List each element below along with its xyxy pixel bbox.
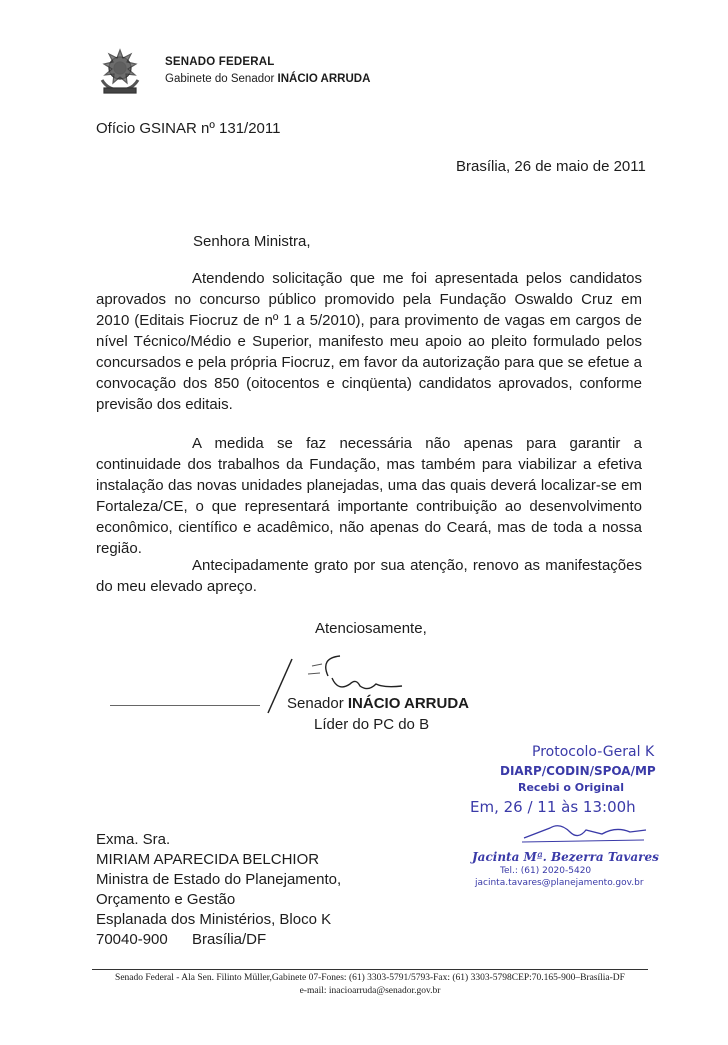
stamp-received: Recebi o Original: [518, 781, 624, 794]
signer-surname: INÁCIO ARRUDA: [347, 695, 469, 712]
addressee-title-2: Orçamento e Gestão: [96, 891, 236, 908]
stamp-email: jacinta.tavares@planejamento.gov.br: [475, 878, 644, 888]
addressee-address: Esplanada dos Ministérios, Bloco K: [96, 911, 332, 928]
salutation: Senhora Ministra,: [193, 233, 311, 250]
paragraph-1: [96, 268, 642, 415]
footer-email: e-mail: inacioarruda@senador.gov.br: [299, 986, 441, 996]
addressee-cep: 70040-900: [96, 931, 168, 948]
paragraph-text: Atendendo solicitação que me foi apresentada pelos candidatos aprovados no concurso público promovido pela Fundação Oswaldo Cruz em 2010 (Editais Fiocruz de nº 1 a 5/2010), para provimento de vagas em cargos de nível Técnico/Médio e Superior, manifesto meu apoio ao pleito formulado pelos concursados e pela própria Fiocruz, em favor da autorização para que se efetue a convocação dos 850 (oitocentos e cinqüenta) candidatos aprovados, conforme previsão dos editais.: [96, 270, 642, 413]
stamp-officer-name: Jacinta Mª. Bezerra Tavares: [472, 850, 659, 864]
cabinet-label: Gabinete do Senador: [165, 73, 278, 85]
stamp-department: DIARP/CODIN/SPOA/MP: [500, 764, 656, 778]
footer-address: Senado Federal - Ala Sen. Filinto Müller,Gabinete 07-Fones: (61) 3303-5791/5793-Fax: (61) 3303-5798CEP:70.165-900–Brasília-DF: [115, 973, 625, 983]
brazil-coat-of-arms-icon: [94, 44, 146, 96]
stamp-phone: Tel.: (61) 2020-5420: [500, 866, 592, 876]
paragraph-text: Antecipadamente grato por sua atenção, renovo as manifestações do meu elevado apreço.: [96, 557, 642, 595]
stamp-protocol: Protocolo-Geral K: [532, 744, 655, 760]
paragraph-text: A medida se faz necessária não apenas para garantir a continuidade dos trabalhos da Fundação, mas também para viabilizar a efetiva instalação das novas unidades planejadas, uma das quais deverá localizar-se em Fortaleza/CE, o que representará importante contribuição ao desenvolvimento econômico, científico e acadêmico, não apenas do Ceará, mas de toda a nossa região.: [96, 435, 642, 557]
addressee-city: Brasília/DF: [192, 931, 267, 948]
letter-reference: Ofício GSINAR nº 131/2011: [96, 120, 281, 137]
signer-name: [287, 695, 469, 712]
paragraph-3: [96, 555, 642, 597]
senator-name: INÁCIO ARRUDA: [277, 73, 371, 85]
header-cabinet: [165, 73, 370, 85]
closing: Atenciosamente,: [315, 620, 427, 637]
stamp-signature-icon: [520, 816, 650, 846]
addressee-name: MIRIAM APARECIDA BELCHIOR: [96, 851, 320, 868]
stamp-date-time: Em, 26 / 11 às 13:00h: [470, 798, 636, 816]
signer-role: Líder do PC do B: [314, 716, 430, 733]
signature-line: [110, 705, 260, 706]
handwritten-signature-icon: [298, 648, 408, 698]
paragraph-2: [96, 433, 642, 559]
signer-title: Senador: [287, 695, 348, 712]
addressee-block: [96, 830, 341, 950]
place-date: Brasília, 26 de maio de 2011: [456, 158, 646, 175]
addressee-title: Ministra de Estado do Planejamento,: [96, 871, 342, 888]
footer-divider: [92, 969, 648, 970]
addressee-salutation: Exma. Sra.: [96, 831, 171, 848]
addressee-cep-city: [96, 930, 341, 950]
header-organization: SENADO FEDERAL: [165, 56, 275, 68]
